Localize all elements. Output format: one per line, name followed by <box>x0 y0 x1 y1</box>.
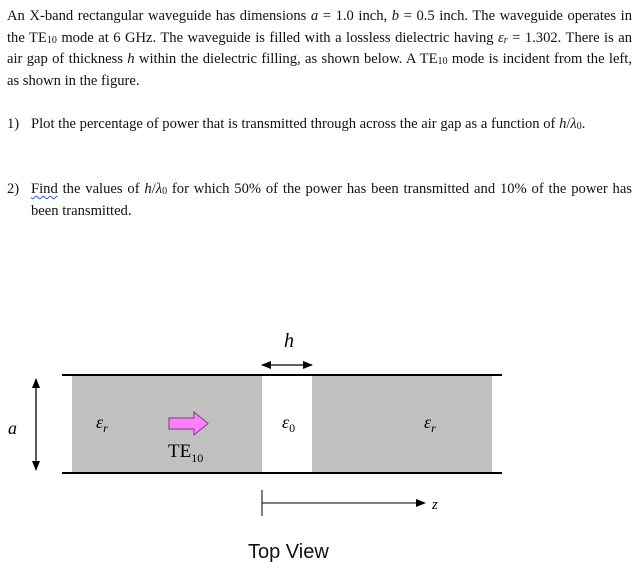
label-eps-right: $\varepsilon_r$ <box>424 412 436 435</box>
label-eps-gap: $\varepsilon_0$ <box>282 412 296 435</box>
problem-statement: An X-band rectangular waveguide has dimensions a = 1.0 inch, b = 0.5 inch. The waveguide operates in the $TE_{10}$ mode at 6 GHz. The waveguide is filled with a lossless dielectric having $\varepsilon_r = 1.302$. There is an air gap of thickness h within the dielectric filling, as shown below. A $TE_{10}$ mode is incident from the left, as shown in the figure. <box>7 8 632 89</box>
question-1-text: Plot the percentage of power that is transmitted through across the air gap as a function of $h/\lambda_0$. <box>31 116 586 132</box>
label-eps-left: $\varepsilon_r$ <box>96 412 108 435</box>
label-z: z <box>432 497 438 513</box>
question-2-text: Find the values of $h/\lambda_0$ for which 50% of the power has been transmitted and 10% of the power has been transmitted. <box>31 181 632 219</box>
label-te10: $TE_{10}$ <box>168 441 204 465</box>
label-a: a <box>8 418 17 438</box>
question-1-number: 1) <box>7 116 20 132</box>
figure-caption: Top View <box>248 541 329 563</box>
label-h: h <box>284 330 294 352</box>
question-2-number: 2) <box>7 181 20 197</box>
spellcheck-word: Find <box>31 181 58 197</box>
dielectric-right <box>312 375 492 473</box>
